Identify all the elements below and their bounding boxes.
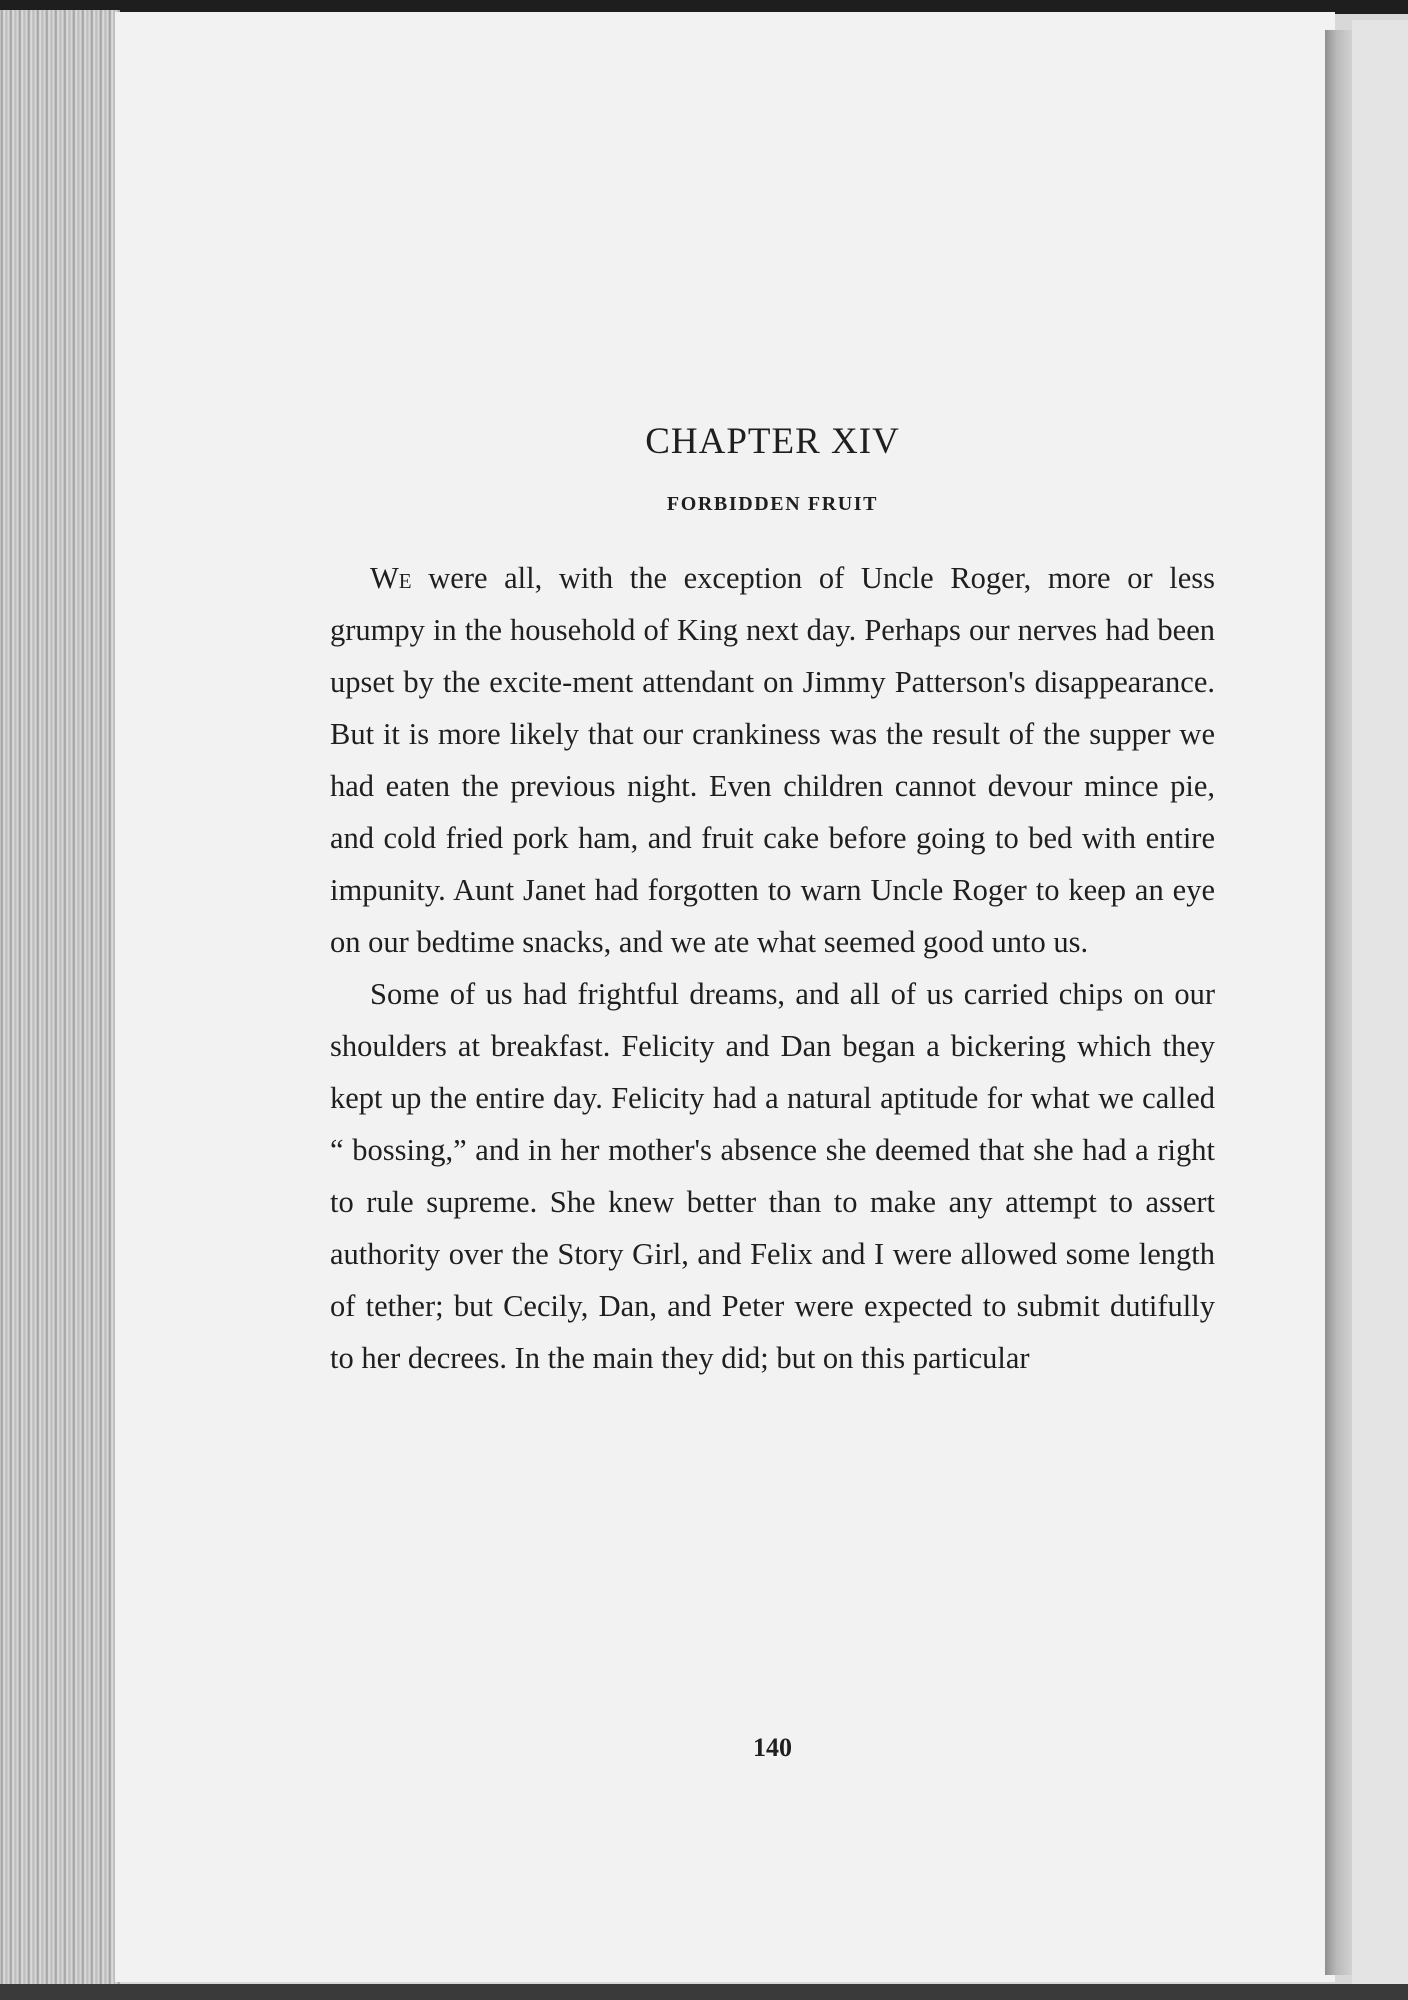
paragraph-1-text: were all, with the exception of Uncle Roger, more or less grumpy in the household of King next day. Perhaps our nerves had been upset by the excite-ment attendant on Jimmy Patterson's disappearance. But it is more likely that our crankiness was the result of the supper we had eaten the previous night. Even children cannot devour mince pie, and cold fried pork ham, and fruit cake before going to bed with entire impunity. Aunt Janet had forgotten to warn Uncle Roger to keep an eye on our bedtime snacks, and we ate what seemed good unto us. [330,561,1215,959]
chapter-subtitle: FORBIDDEN FRUIT [666,493,879,515]
scan-bottom-edge [0,1984,1408,2000]
paragraph-2-text: Some of us had frightful dreams, and all of us carried chips on our shoulders at breakfast. Felicity and Dan began a bickering which they kept up the entire day. Felicity had a natural aptitude for what we called “ bossing,” and in her mother's absence she deemed that she had a right to rule supreme. She knew better than to make any attempt to assert authority over the Story Girl, and Felix and I were allowed some length of tether; but Cecily, Dan, and Peter were expected to submit dutifully to her decrees. In the main they did; but on this particular [330,977,1215,1375]
paragraph-lead-word: We [370,561,412,595]
page-text [330,420,1215,1384]
page-edges-left [0,10,120,1985]
paragraph-2 [330,968,1215,1384]
page-edge-right [1352,20,1408,1985]
page-number: 140 [753,1733,792,1762]
chapter-title: CHAPTER XIV [645,421,900,462]
paragraph-1 [330,552,1215,968]
page-gutter-shadow [1325,30,1353,1975]
